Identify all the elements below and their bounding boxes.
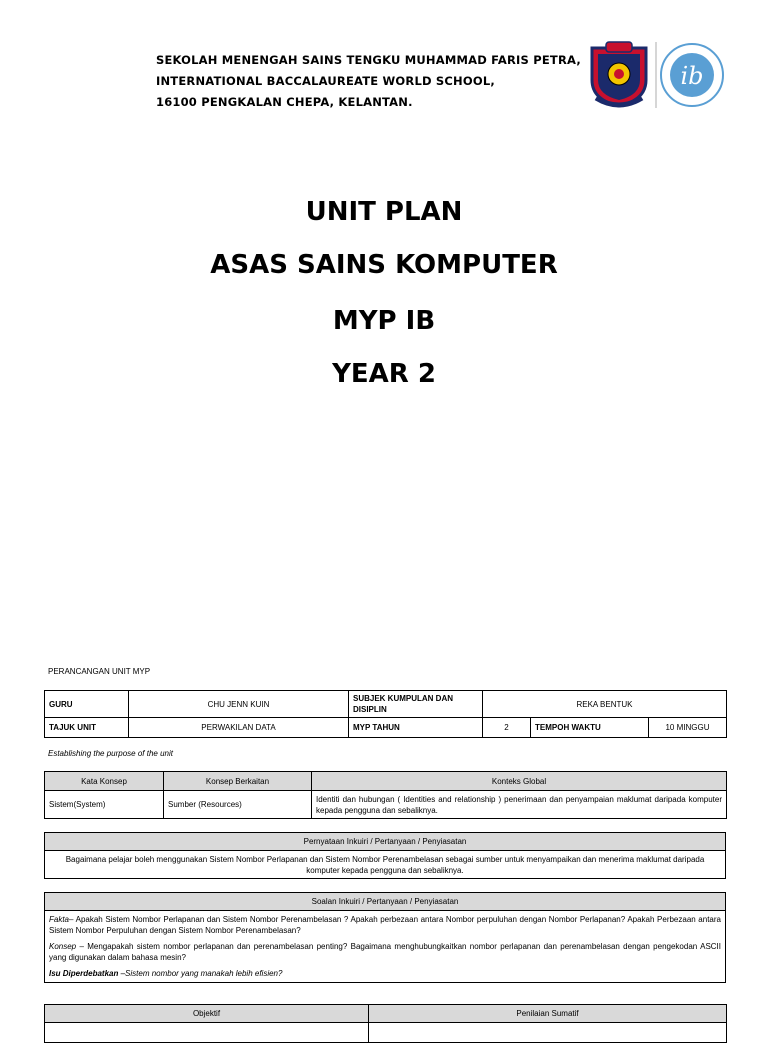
objectives-cell — [45, 1023, 369, 1043]
school-address-line: 16100 PENGKALAN CHEPA, KELANTAN. — [156, 95, 413, 109]
konsep-label: Konsep — [49, 942, 77, 951]
svg-text:ib: ib — [680, 62, 704, 90]
inquiry-questions-header: Soalan Inkuiri / Pertanyaan / Penyiasatan — [45, 893, 726, 911]
section-label: PERANCANGAN UNIT MYP — [48, 667, 151, 676]
tajuk-value: PERWAKILAN DATA — [129, 718, 349, 738]
myp-label: MYP TAHUN — [349, 718, 483, 738]
myp-value: 2 — [483, 718, 531, 738]
summative-assessment-header: Penilaian Sumatif — [369, 1005, 727, 1023]
school-header — [156, 50, 581, 113]
tempoh-label: TEMPOH WAKTU — [531, 718, 649, 738]
title-programme: MYP IB — [332, 306, 436, 336]
guru-value: CHU JENN KUIN — [129, 691, 349, 718]
inquiry-statement-table — [44, 832, 726, 879]
tempoh-value: 10 MINGGU — [649, 718, 727, 738]
unit-info-table — [44, 690, 727, 738]
objectives-header: Objektif — [45, 1005, 369, 1023]
school-logos — [588, 40, 728, 110]
subjek-label: SUBJEK KUMPULAN DAN DISIPLIN — [349, 691, 483, 718]
purpose-label: Establishing the purpose of the unit — [48, 749, 173, 758]
global-context-header: Konteks Global — [312, 772, 727, 791]
summative-assessment-cell — [369, 1023, 727, 1043]
key-concept-header: Kata Konsep — [45, 772, 164, 791]
global-context-value: Identiti dan hubungan ( Identities and relationship ) penerimaan dan penyampaian maklumat daripada komputer kepada pengguna dan sebaliknya. — [312, 791, 727, 819]
konsep-question — [49, 941, 721, 963]
inquiry-questions-table — [44, 892, 726, 983]
fakta-label: Fakta — [49, 915, 70, 924]
inquiry-statement-body: Bagaimana pelajar boleh menggunakan Sistem Nombor Perlapanan dan Sistem Nombor Perenambelasan sebagai sumber untuk menyampaikan dan menerima maklumat daripada komputer kepada pengguna dan sebaliknya. — [45, 851, 726, 879]
inquiry-statement-header: Pernyataan Inkuiri / Pertanyaan / Penyiasatan — [45, 833, 726, 851]
school-world-line: INTERNATIONAL BACCALAUREATE WORLD SCHOOL, — [156, 74, 495, 88]
title-unit-plan: UNIT PLAN — [305, 197, 463, 227]
related-concept-value: Sumber (Resources) — [164, 791, 312, 819]
concepts-table — [44, 771, 727, 819]
konsep-text: – Mengapakah sistem nombor perlapanan dan perenambelasan penting? Bagaimana menghubungkaitkan nombor perlapanan dan perenambelasan dengan pengekodan ASCII yang digunakan dalam bahasa mesin? — [49, 942, 721, 962]
title-year: YEAR 2 — [332, 359, 436, 389]
key-concept-value: Sistem(System) — [45, 791, 164, 819]
fakta-text: – Apakah Sistem Nombor Perlapanan dan Sistem Nombor Perenambelasan ? Apakah perbezaan antara Nombor perpuluhan dengan Nombor Perlapanan? Apakah Perbezaan antara Sistem Nombor Perpuluhan dengan Sistem Nombor Perenambelasan? — [49, 915, 721, 935]
fakta-question — [49, 914, 721, 936]
inquiry-questions-body — [45, 911, 726, 983]
crest-logo-icon — [588, 40, 728, 110]
related-concept-header: Konsep Berkaitan — [164, 772, 312, 791]
subjek-value: REKA BENTUK — [483, 691, 727, 718]
school-name-line: SEKOLAH MENENGAH SAINS TENGKU MUHAMMAD FARIS PETRA, — [156, 53, 581, 67]
isu-label: Isu Diperdebatkan — [49, 969, 119, 978]
guru-label: GURU — [45, 691, 129, 718]
isu-question — [49, 968, 721, 979]
tajuk-label: TAJUK UNIT — [45, 718, 129, 738]
isu-text: –Sistem nombor yang manakah lebih efisien? — [118, 969, 283, 978]
title-subject: ASAS SAINS KOMPUTER — [210, 250, 558, 280]
